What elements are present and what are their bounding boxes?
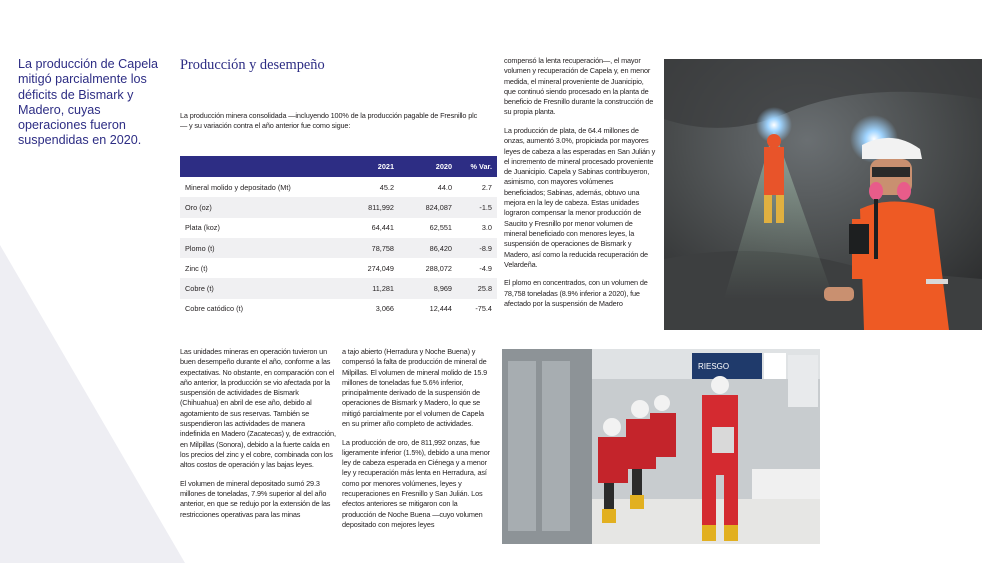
value-2020: 8,969 bbox=[399, 278, 457, 298]
table-row bbox=[180, 218, 497, 238]
paragraph: El plomo en concentrados, con un volumen de 78,758 toneladas (8.9% inferior a 2020), fue afectado por la suspensión de Madero bbox=[504, 278, 648, 308]
value-2021: 811,992 bbox=[347, 197, 399, 217]
table-row bbox=[180, 278, 497, 298]
value-variation: -1.5 bbox=[457, 197, 497, 217]
body-column-3 bbox=[504, 56, 656, 317]
header-label bbox=[180, 156, 347, 177]
value-2021: 11,281 bbox=[347, 278, 399, 298]
row-label: Oro (oz) bbox=[180, 197, 347, 217]
header-variation: % Var. bbox=[457, 156, 497, 177]
row-label: Zinc (t) bbox=[185, 263, 208, 273]
production-table bbox=[180, 156, 497, 319]
value-2020: 824,087 bbox=[399, 197, 457, 217]
miners-tunnel-photo bbox=[664, 59, 982, 330]
body-column-2 bbox=[342, 347, 492, 538]
paragraph: a tajo abierto (Herradura y Noche Buena) y compensó la falta de producción de mineral de Milpillas. El volumen de mineral molido de 15.9 millones de toneladas fue 5.6% inferior, principalmente derivado de la suspensión de operaciones de Bismark y Madero, lo que se mitigó parcialmente por el volumen de Capela en su primer año completo de actividades. bbox=[342, 347, 488, 429]
value-2020: 62,551 bbox=[429, 223, 452, 233]
risk-sign-text: RIESGO bbox=[698, 362, 730, 371]
paragraph: La producción de oro, de 811,992 onzas, fue ligeramente inferior (1.5%), debido a una menor ley de cabeza esperada en Ciénega y a menor ley y recuperación más lenta en Herradura, así como por menores volúmenes, leyes y recuperaciones en Fresnillo y San Julián. Los efectos anteriores se mitigaron con la producción de Noche Buena —cuyo volumen depositado con mejores leyes bbox=[342, 437, 490, 529]
row-label: Plata (koz) bbox=[185, 223, 220, 233]
value-2021: 274,049 bbox=[367, 263, 394, 273]
header-2021: 2021 bbox=[347, 156, 399, 177]
row-label: Plomo (t) bbox=[180, 238, 347, 258]
body-column-1 bbox=[180, 347, 336, 528]
value-variation: 25.8 bbox=[457, 278, 497, 298]
table-row bbox=[180, 299, 497, 319]
paragraph: El volumen de mineral depositado sumó 29.3 millones de toneladas, 7.9% superior al del año anterior, en que se redujo por la extensión de las restricciones operativas para las minas bbox=[180, 478, 331, 519]
paragraph: Las unidades mineras en operación tuvieron un buen desempeño durante el año, conforme a las expectativas. No obstante, en comparación con el año anterior, la producción se vio afectada por la suspensión de actividades de Bismark (Chihuahua) en abril de ese año, debido al agotamiento de sus reservas. También se suspendieron las actividades de manera indefinida en Madero (Zacatecas) y, de extracción, en Milpillas (Sonora), debido a la fuerte caída en los precios del zinc y el cobre, combinada con los altos costos de operación y las bajas leyes. bbox=[180, 347, 336, 470]
row-label: Cobre (t) bbox=[180, 278, 347, 298]
table-header-row bbox=[180, 156, 497, 177]
intro-paragraph: La producción minera consolidada —incluyendo 100% de la producción pagable de Fresnillo plc— y su variación contra el año anterior fue como sigue: bbox=[180, 111, 478, 131]
value-2020: 288,072 bbox=[425, 263, 452, 273]
value-2021: 3,066 bbox=[375, 304, 394, 314]
table-row bbox=[180, 258, 497, 278]
value-variation: 2.7 bbox=[481, 182, 492, 192]
table-row bbox=[180, 197, 497, 217]
table-row bbox=[180, 177, 497, 197]
value-2020: 12,444 bbox=[429, 304, 452, 314]
table-row bbox=[180, 238, 497, 258]
value-variation: -75.4 bbox=[475, 304, 492, 314]
pull-quote: La producción de Capela mitigó parcialmente los déficits de Bismark y Madero, cuyas operaciones fueron suspendidas en 2020. bbox=[18, 57, 159, 148]
paragraph: compensó la lenta recuperación—, el mayor volumen y recuperación de Capela y, en menor medida, el mineral proveniente de Juanicipio, que continuó siendo procesado en la planta de beneficio de Fresnillo durante la construcción de su propia planta. bbox=[504, 56, 654, 117]
row-label: Cobre catódico (t) bbox=[185, 304, 243, 314]
safety-room-photo bbox=[502, 349, 820, 544]
value-2021: 45.2 bbox=[379, 182, 394, 192]
value-variation: -4.9 bbox=[479, 263, 492, 273]
header-2020: 2020 bbox=[399, 156, 457, 177]
value-variation: 3.0 bbox=[481, 223, 492, 233]
value-variation: -8.9 bbox=[457, 238, 497, 258]
value-2021: 64,441 bbox=[371, 223, 394, 233]
value-2021: 78,758 bbox=[347, 238, 399, 258]
paragraph: La producción de plata, de 64.4 millones de onzas, aumentó 3.0%, propiciada por mayores leyes de cabeza a las esperadas en San Julián y el incremento de mineral procesado proveniente de Juanicipio. Capela y Sabinas contribuyeron, asimismo, con mayores volúmenes beneficiados; Sabinas, además, obtuvo una mejora en la ley de cabeza. Estas unidades lograron compensar la menor producción de Saucito y Fresnillo por menor volumen de mineral beneficiado con menores leyes, la suspensión de operaciones de Bismark y Madero, así como la reducida recuperación de Velardeña. bbox=[504, 125, 656, 269]
section-title: Producción y desempeño bbox=[180, 57, 325, 73]
value-2020: 44.0 bbox=[437, 182, 452, 192]
row-label: Mineral molido y depositado (Mt) bbox=[185, 182, 291, 192]
value-2020: 86,420 bbox=[399, 238, 457, 258]
